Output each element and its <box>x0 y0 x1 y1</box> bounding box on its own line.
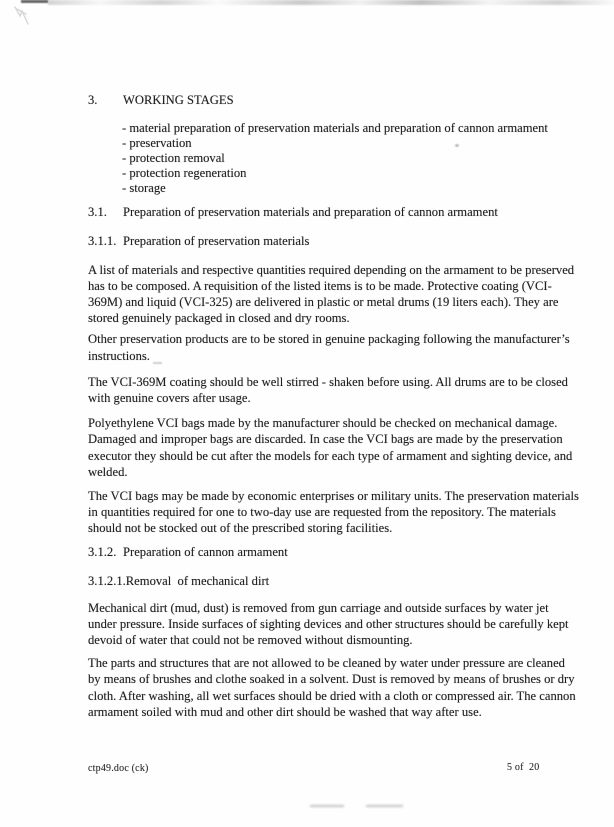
section-title: WORKING STAGES <box>123 93 234 107</box>
paragraph-line: in quantities required for one to two-day use are requested from the repository. The materials <box>88 505 556 520</box>
paragraph-line: with genuine covers after usage. <box>88 390 251 405</box>
paragraph-line: under pressure. Inside surfaces of sighting devices and other structures should be carefully kept <box>88 616 569 631</box>
section-heading <box>88 544 600 560</box>
section-title: Preparation of preservation materials and preparation of cannon armament <box>123 204 498 219</box>
paragraph-line: The parts and structures that are not allowed to be cleaned by water under pressure are cleaned <box>88 656 565 671</box>
paragraph-line: instructions. <box>88 348 150 363</box>
section-number: 3.1. <box>88 204 107 219</box>
paragraph <box>88 374 600 406</box>
list-item: - material preparation of preservation materials and preparation of cannon armament <box>122 121 548 135</box>
section-title: Preparation of cannon armament <box>123 544 288 559</box>
footer-page-number: 5 of 20 <box>507 762 540 773</box>
paragraph <box>88 262 600 327</box>
paragraph-line: The VCI-369M coating should be well stirred - shaken before using. All drums are to be closed <box>88 374 568 389</box>
paragraph <box>88 600 600 649</box>
paragraph-line: cloth. After washing, all wet surfaces should be dried with a cloth or compressed air. The cannon <box>88 688 576 703</box>
paragraph-line: by means of brushes and clothe soaked in a solvent. Dust is removed by means of brushes or dry <box>88 672 575 687</box>
paragraph-line: executor they should be cut after the models for each type of armament and sighting device, and <box>88 448 573 463</box>
top-edge-scan-artifact <box>48 0 614 5</box>
section-number: 3.1.2. <box>88 544 117 559</box>
section-heading <box>88 573 600 589</box>
paragraph-line: Mechanical dirt (mud, dust) is removed from gun carriage and outside surfaces by water jet <box>88 600 549 615</box>
section-heading <box>88 92 600 108</box>
paragraph-line: 369M) and liquid (VCI-325) are delivered in plastic or metal drums (19 liters each). They are <box>88 294 559 309</box>
paragraph-line: should not be stocked out of the prescribed storing facilities. <box>88 521 393 536</box>
paragraph-line: A list of materials and respective quantities required depending on the armament to be preserved <box>88 262 575 277</box>
paragraph <box>88 655 600 720</box>
paragraph-line: Polyethylene VCI bags made by the manufacturer should be checked on mechanical damage. <box>88 416 558 431</box>
paragraph-line: Other preservation products are to be stored in genuine packaging following the manufacturer’s <box>88 332 570 347</box>
pencil-scribble-mark <box>9 5 41 31</box>
list-item: - protection regeneration <box>122 165 247 180</box>
list-item: - protection removal <box>122 150 225 165</box>
section-heading <box>88 204 600 220</box>
paragraph-line: armament soiled with mud and other dirt should be washed that way after use. <box>88 704 482 719</box>
top-edge-dark-mark <box>21 0 48 3</box>
paragraph-line: has to be composed. A requisition of the listed items is to be made. Protective coating (VCI- <box>88 278 552 293</box>
paragraph-line: Damaged and improper bags are discarded. In case the VCI bags are made by the preservation <box>88 432 563 447</box>
list-item: - storage <box>122 180 166 195</box>
list-item: - preservation <box>122 135 192 150</box>
section-number: 3.1.2.1. <box>88 573 126 588</box>
paragraph <box>88 488 600 537</box>
footer-filename: ctp49.doc (ck) <box>88 763 149 774</box>
paragraph-line: The VCI bags may be made by economic enterprises or military units. The preservation materials <box>88 488 579 503</box>
section-title: Removal of mechanical dirt <box>125 573 270 588</box>
paragraph-line: stored genuinely packaged in closed and dry rooms. <box>88 311 350 326</box>
bottom-scan-smudge <box>310 805 344 807</box>
section-number: 3.1.1. <box>88 233 117 248</box>
paragraph <box>88 331 600 363</box>
paragraph-line: welded. <box>88 464 128 479</box>
bottom-scan-smudge <box>366 805 403 807</box>
bullet-list <box>88 121 600 196</box>
document-content <box>88 92 600 720</box>
paragraph-line: devoid of water that could not be removed without dismounting. <box>88 632 413 647</box>
paragraph <box>88 415 600 480</box>
section-heading <box>88 233 600 249</box>
section-number: 3. <box>88 93 98 107</box>
section-title: Preparation of preservation materials <box>123 233 310 248</box>
